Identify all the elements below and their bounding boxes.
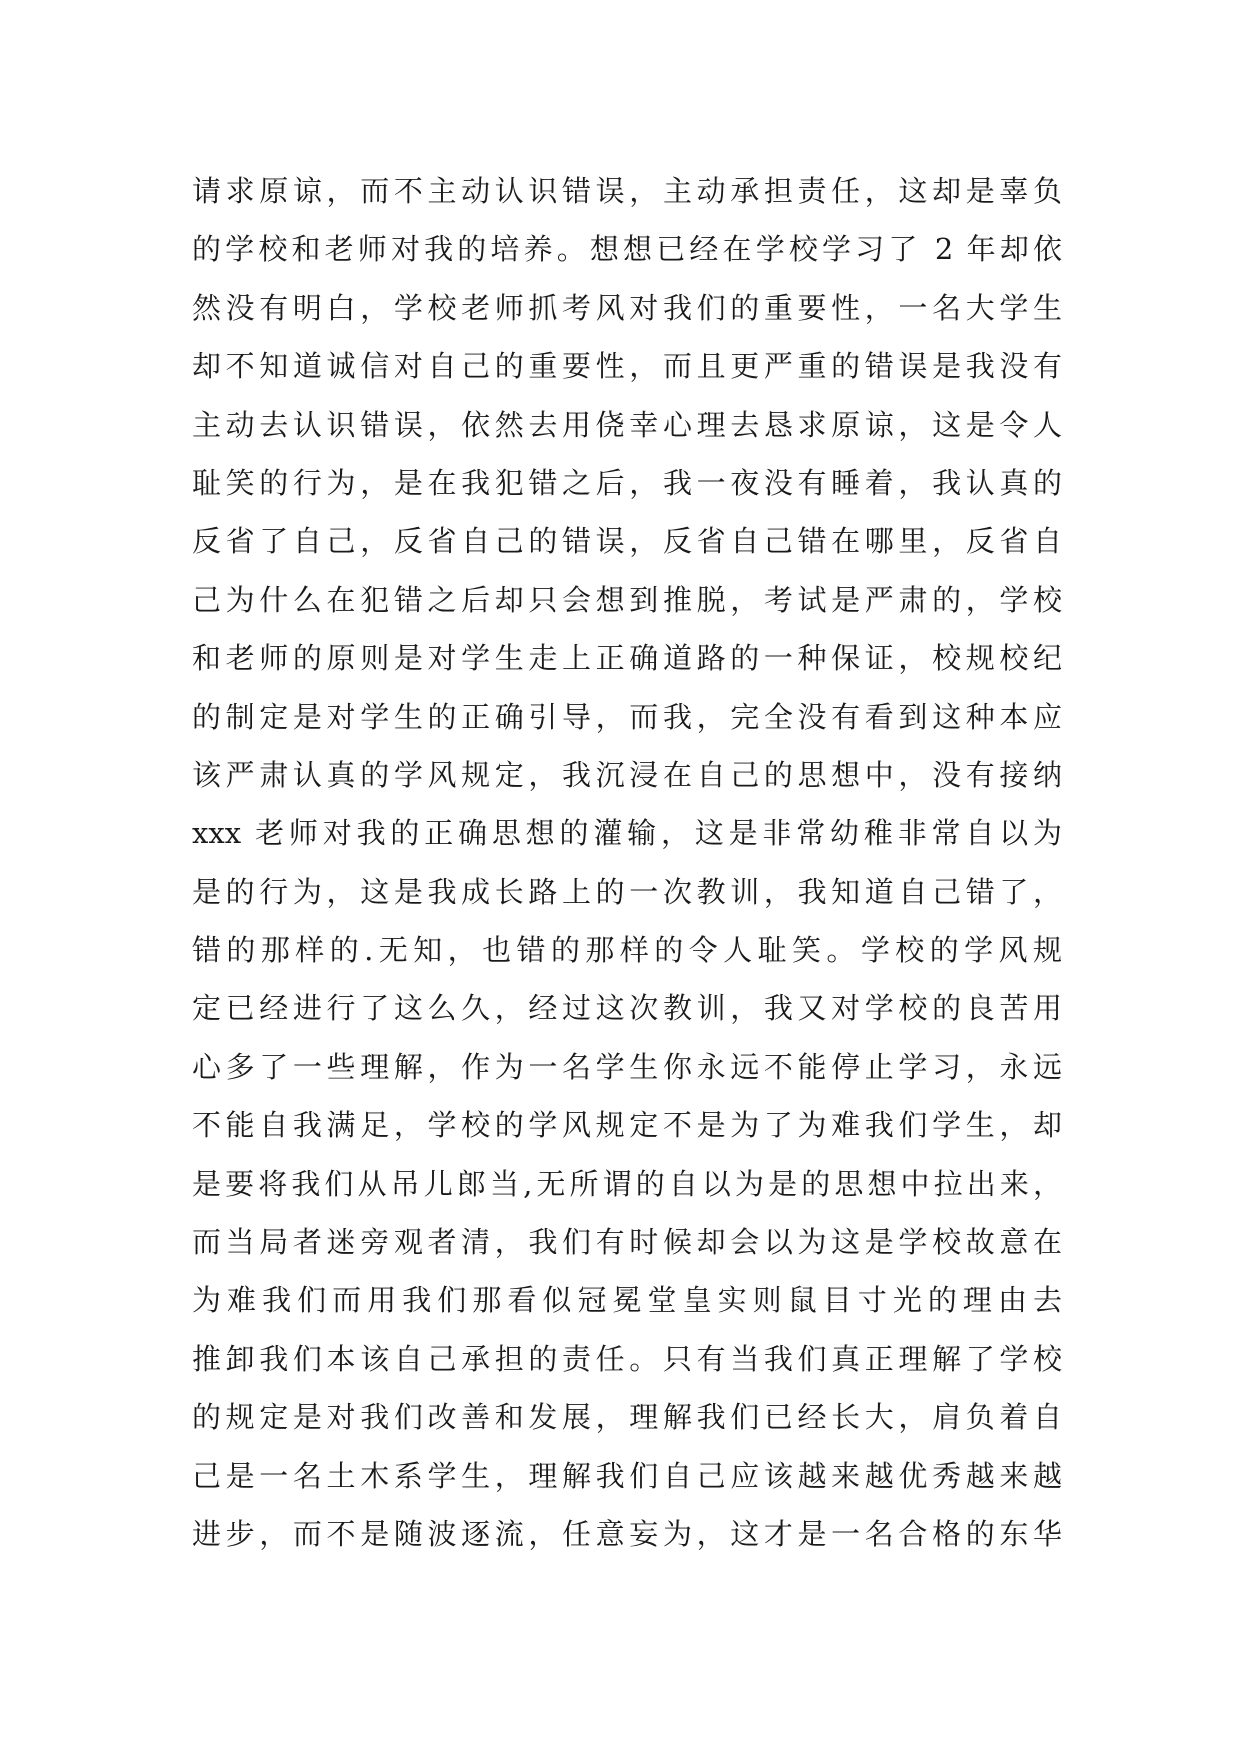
text-line: 和老师的原则是对学生走上正确道路的一种保证，校规校纪 — [192, 641, 1062, 676]
text-line: 不能自我满足，学校的学风规定不是为了为难我们学生，却 — [192, 1108, 1062, 1143]
text-line: 己为什么在犯错之后却只会想到推脱，考试是严肃的，学校 — [192, 582, 1062, 617]
text-line: 是要将我们从吊儿郎当,无所谓的自以为是的思想中拉出来， — [192, 1166, 1062, 1201]
text-line: 耻笑的行为，是在我犯错之后，我一夜没有睡着，我认真的 — [192, 465, 1062, 500]
text-line: 错的那样的.无知，也错的那样的令人耻笑。学校的学风规 — [192, 933, 1062, 968]
text-line: 为难我们而用我们那看似冠冕堂皇实则鼠目寸光的理由去 — [192, 1283, 1062, 1318]
text-line: 而当局者迷旁观者清，我们有时候却会以为这是学校故意在 — [192, 1225, 1062, 1260]
text-line: 的规定是对我们改善和发展，理解我们已经长大，肩负着自 — [192, 1400, 1062, 1435]
text-line: 定已经进行了这么久，经过这次教训，我又对学校的良苦用 — [192, 991, 1062, 1026]
text-line: 反省了自己，反省自己的错误，反省自己错在哪里，反省自 — [192, 524, 1062, 559]
text-line: 该严肃认真的学风规定，我沉浸在自己的思想中，没有接纳 — [192, 757, 1062, 792]
text-line: 进步，而不是随波逐流，任意妄为，这才是一名合格的东华 — [192, 1516, 1062, 1551]
text-line: xxx 老师对我的正确思想的灌输，这是非常幼稚非常自以为 — [192, 816, 1062, 851]
body-text — [192, 162, 1062, 1563]
text-line: 己是一名土木系学生，理解我们自己应该越来越优秀越来越 — [192, 1458, 1062, 1493]
text-line: 的制定是对学生的正确引导，而我，完全没有看到这种本应 — [192, 699, 1062, 734]
text-line: 请求原谅，而不主动认识错误，主动承担责任，这却是辜负 — [192, 174, 1062, 208]
text-line: 却不知道诚信对自己的重要性，而且更严重的错误是我没有 — [192, 349, 1062, 384]
text-line: 的学校和老师对我的培养。想想已经在学校学习了 2 年却依 — [192, 232, 1062, 267]
text-line: 心多了一些理解，作为一名学生你永远不能停止学习，永远 — [192, 1049, 1062, 1084]
text-line: 主动去认识错误，依然去用侥幸心理去恳求原谅，这是令人 — [192, 407, 1062, 442]
text-line: 推卸我们本该自己承担的责任。只有当我们真正理解了学校 — [192, 1341, 1062, 1376]
text-line: 然没有明白，学校老师抓考风对我们的重要性，一名大学生 — [192, 290, 1062, 325]
text-line: 是的行为，这是我成长路上的一次教训，我知道自己错了， — [192, 874, 1062, 909]
